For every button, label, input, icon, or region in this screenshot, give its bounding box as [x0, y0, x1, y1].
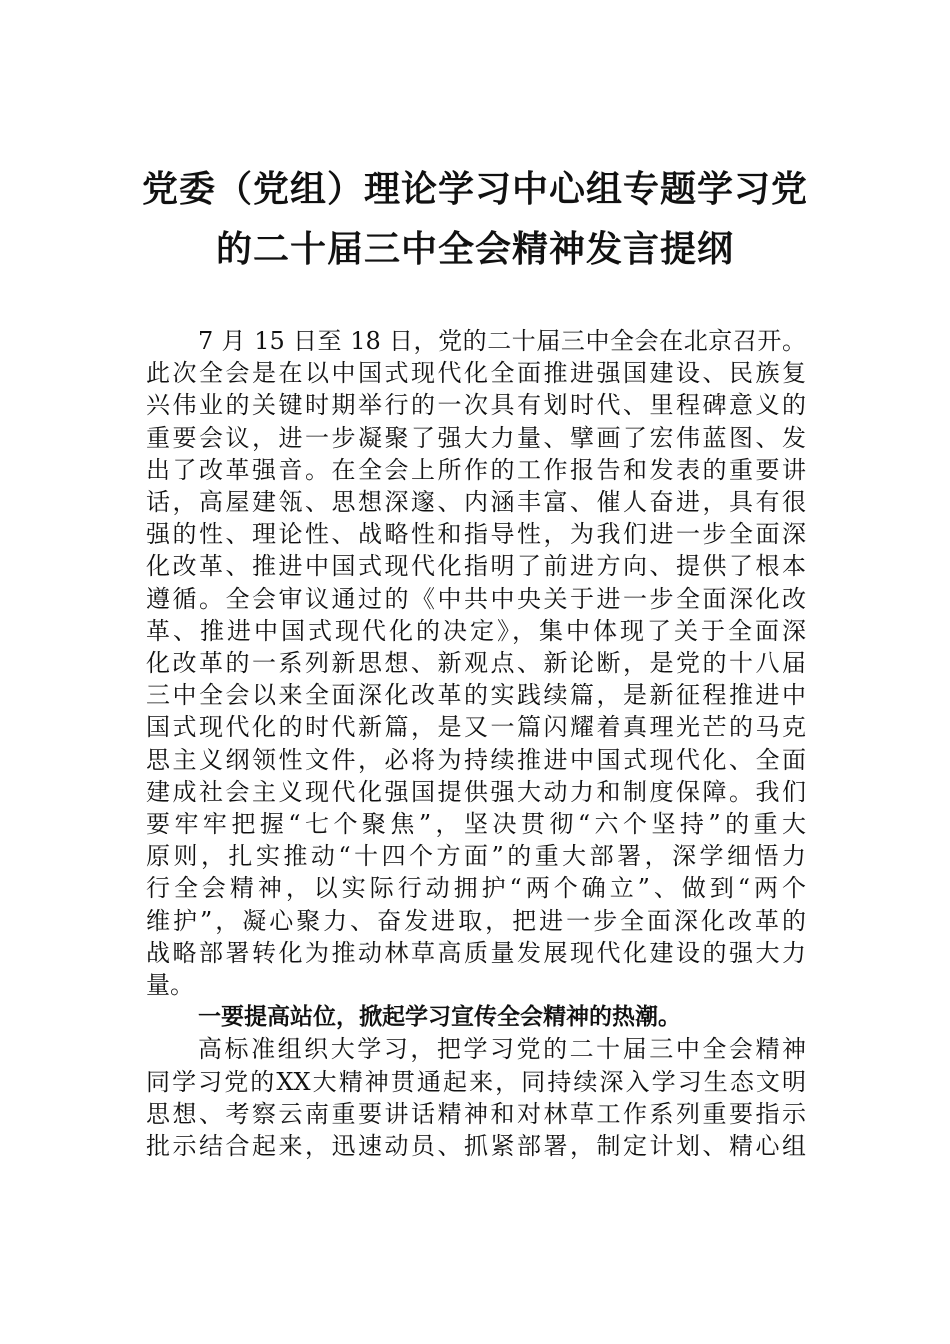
text-line: 兴伟业的关键时期举行的一次具有划时代、里程碑意义的 [146, 391, 806, 420]
text-line: 革、推进中国式现代化的决定》，集中体现了关于全面深 [146, 616, 806, 645]
text-line: 建成社会主义现代化强国提供强大动力和制度保障。我们 [146, 777, 806, 806]
text-line: 此次全会是在以中国式现代化全面推进强国建设、民族复 [146, 359, 806, 388]
title-line-1: 党委（党组）理论学习中心组专题学习党 [141, 169, 808, 210]
title-line-2: 的二十届三中全会精神发言提纲 [215, 229, 734, 270]
document-body [146, 325, 806, 1162]
text-line: 重要会议，进一步凝聚了强大力量、擘画了宏伟蓝图、发 [146, 423, 806, 452]
text-line: 行全会精神，以实际行动拥护“两个确立”、做到“两个 [146, 874, 806, 903]
text-line: 思主义纲领性文件，必将为持续推进中国式现代化、全面 [146, 745, 806, 774]
text-line: 量。 [146, 971, 194, 1000]
paragraph-section-1 [146, 1033, 806, 1162]
text-line: 遵循。全会审议通过的《中共中央关于进一步全面深化改 [146, 584, 806, 613]
text-line: 同学习党的XX大精神贯通起来，同持续深入学习生态文明 [146, 1067, 806, 1096]
text-line: 战略部署转化为推动林草高质量发展现代化建设的强大力 [146, 938, 806, 967]
text-line: 高标准组织大学习，把学习党的二十届三中全会精神 [198, 1035, 806, 1064]
paragraph-intro [146, 325, 806, 1001]
text-line: 话，高屋建瓴、思想深邃、内涵丰富、催人奋进，具有很 [146, 488, 806, 517]
text-line: 思想、考察云南重要讲话精神和对林草工作系列重要指示 [146, 1099, 806, 1128]
section-heading-1: 一要提高站位，掀起学习宣传全会精神的热潮。 [198, 1004, 681, 1031]
text-line: 原则，扎实推动“十四个方面”的重大部署，深学细悟力 [146, 842, 806, 871]
text-line: 化改革、推进中国式现代化指明了前进方向、提供了根本 [146, 552, 806, 581]
text-line: 要牢牢把握“七个聚焦”，坚决贯彻“六个坚持”的重大 [146, 810, 806, 839]
text-line: 化改革的一系列新思想、新观点、新论断，是党的十八届 [146, 649, 806, 678]
document-title [120, 160, 830, 280]
text-line: 批示结合起来，迅速动员、抓紧部署，制定计划、精心组 [146, 1132, 806, 1161]
text-line: 7 月 15 日至 18 日，党的二十届三中全会在北京召开。 [198, 327, 806, 355]
text-line: 维护”，凝心聚力、奋发进取，把进一步全面深化改革的 [146, 906, 806, 935]
text-line: 出了改革强音。在全会上所作的工作报告和发表的重要讲 [146, 455, 806, 484]
text-line: 三中全会以来全面深化改革的实践续篇，是新征程推进中 [146, 681, 806, 710]
text-line: 强的性、理论性、战略性和指导性，为我们进一步全面深 [146, 520, 806, 549]
text-line: 国式现代化的时代新篇，是又一篇闪耀着真理光芒的马克 [146, 713, 806, 742]
